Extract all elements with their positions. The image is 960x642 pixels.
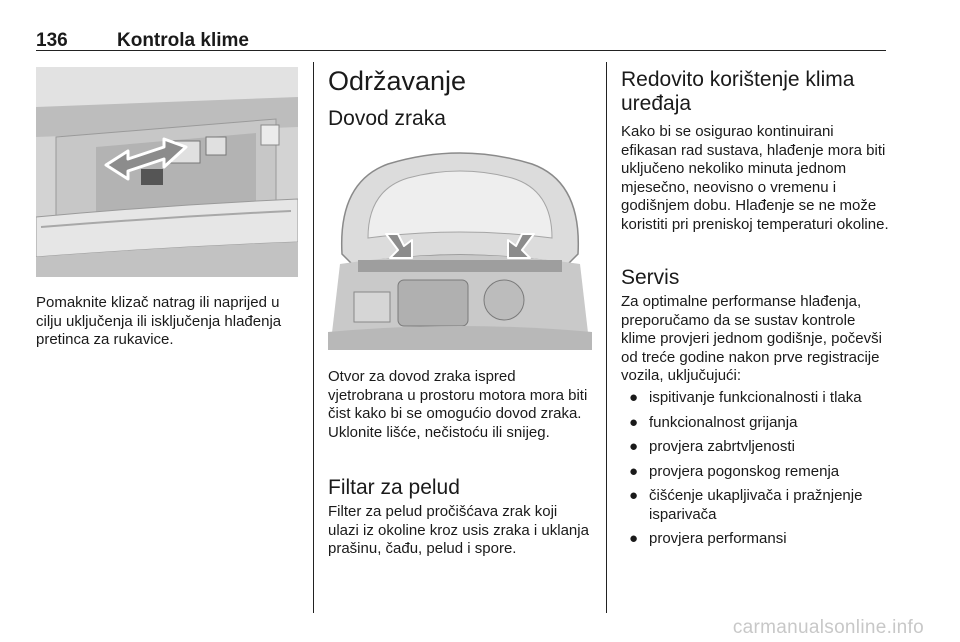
section-title: Održavanje bbox=[328, 66, 467, 96]
list-item: ● čišćenje ukapljivača i pražnjenje isparivača bbox=[629, 487, 863, 523]
air-intake-heading: Dovod zraka bbox=[328, 107, 446, 130]
pollen-filter-text: Filter za pelud pročišćava zrak koji ulazi iz okoline kroz usis zraka i uklanja prašinu, čađu, pelud i spore. bbox=[328, 503, 589, 557]
service-text: Za optimalne performanse hlađenja, preporučamo da se sustav kontrole klime provjeri jednom godišnje, počevši od treće godine nakon prve registracije vozila, uključujući: bbox=[621, 293, 882, 384]
regular-use-heading: Redovito korištenje klima uređaja bbox=[621, 68, 855, 115]
list-item: ● ispitivanje funkcionalnosti i tlaka bbox=[629, 389, 862, 406]
bullet-icon: ● bbox=[629, 530, 639, 547]
page-number: 136 bbox=[36, 30, 68, 51]
pollen-filter-heading: Filtar za pelud bbox=[328, 476, 460, 499]
list-item: ● provjera performansi bbox=[629, 530, 787, 547]
engine-bay-air-inlet-illustration-icon bbox=[328, 142, 592, 350]
column-divider-2 bbox=[606, 62, 607, 613]
column-divider-1 bbox=[313, 62, 314, 613]
bullet-icon: ● bbox=[629, 413, 639, 431]
list-item: ● provjera zabrtvljenosti bbox=[629, 438, 795, 455]
list-item: ● funkcionalnost grijanja bbox=[629, 413, 798, 431]
air-intake-text: Otvor za dovod zraka ispred vjetrobrana u prostoru motora mora biti čist kako bi se omogućio dovod zraka. Uklonite lišće, nečistoću ili snijeg. bbox=[328, 368, 588, 441]
regular-use-text: Kako bi se osigurao kontinuirani efikasan rad sustava, hlađenje mora biti uključeno nekoliko minuta jednom mjesečno, neovisno o vremenu i godišnjem dobu. Hlađenje se ne može koristiti pri preniskoj temperaturi okoline. bbox=[621, 123, 889, 233]
glovebox-slider-illustration-icon bbox=[36, 67, 298, 277]
header-rule bbox=[36, 50, 886, 51]
page-header bbox=[36, 30, 886, 52]
bullet-icon: ● bbox=[629, 462, 639, 480]
glovebox-caption: Pomaknite klizač natrag ili naprijed u cilju uključenja ili isključenja hlađenja pretinca za rukavice. bbox=[36, 294, 282, 348]
list-item: ● provjera pogonskog remenja bbox=[629, 462, 840, 480]
bullet-icon: ● bbox=[629, 389, 639, 406]
chapter-title: Kontrola klime bbox=[117, 30, 249, 51]
watermark: carmanualsonline.info bbox=[732, 617, 924, 638]
service-checklist bbox=[621, 389, 891, 555]
bullet-icon: ● bbox=[629, 487, 639, 504]
bullet-icon: ● bbox=[629, 438, 639, 455]
service-heading: Servis bbox=[621, 266, 680, 289]
